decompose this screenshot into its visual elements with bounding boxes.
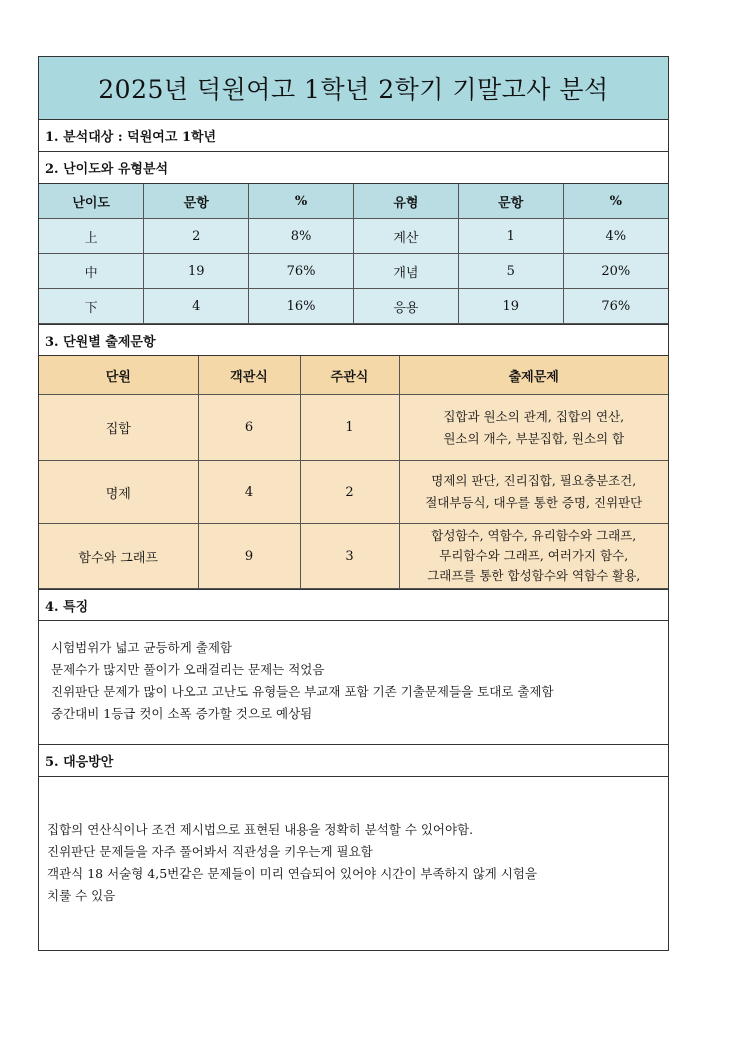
topics-cell — [399, 395, 668, 461]
col-header-unit: 단원 — [39, 356, 198, 395]
table-row — [39, 219, 668, 254]
features-box — [39, 621, 668, 745]
table-cell: 8% — [249, 219, 354, 254]
table-cell: 中 — [39, 254, 144, 289]
topics-cell — [399, 461, 668, 524]
topic-line: 절대부등식, 대우를 통한 증명, 진위판단 — [425, 495, 643, 510]
col-header-count: 문항 — [144, 184, 249, 219]
feature-line: 시험범위가 넓고 균등하게 출제함 — [51, 640, 232, 655]
sa-count-cell: 2 — [300, 461, 399, 524]
topic-line: 집합과 원소의 관계, 집합의 연산, — [443, 408, 625, 424]
table-cell: 응용 — [353, 289, 458, 324]
table-row — [39, 254, 668, 289]
table-cell: 76% — [249, 254, 354, 289]
table-header-row — [39, 184, 668, 219]
table-cell: 2 — [144, 219, 249, 254]
section-4-heading: 4. 특징 — [39, 589, 668, 621]
table-cell: 개념 — [353, 254, 458, 289]
table-cell: 4% — [563, 219, 668, 254]
table-cell: 1 — [458, 219, 563, 254]
response-plan-box — [39, 777, 668, 950]
col-header-type: 유형 — [353, 184, 458, 219]
difficulty-type-table — [39, 184, 668, 324]
table-row — [39, 524, 668, 589]
feature-line: 중간대비 1등급 컷이 소폭 증가할 것으로 예상됨 — [51, 706, 313, 721]
section-3-heading: 3. 단원별 출제문항 — [39, 324, 668, 356]
feature-line: 진위판단 문제가 많이 나오고 고난도 유형들은 부교재 포함 기존 기출문제들을 토대로 출제함 — [51, 684, 554, 699]
topics-cell — [399, 524, 668, 589]
table-cell: 5 — [458, 254, 563, 289]
table-cell: 계산 — [353, 219, 458, 254]
mc-count-cell: 9 — [198, 524, 300, 589]
table-row — [39, 395, 668, 461]
unit-cell: 집합 — [39, 395, 198, 461]
table-cell: 76% — [563, 289, 668, 324]
col-header-multiple-choice: 객관식 — [198, 356, 300, 395]
topic-line: 합성함수, 역함수, 유리함수와 그래프, — [431, 528, 637, 543]
sa-count-cell: 1 — [300, 395, 399, 461]
table-row — [39, 289, 668, 324]
col-header-percent: % — [249, 184, 354, 219]
plan-line: 진위판단 문제들을 자주 풀어봐서 직관성을 키우는게 필요함 — [47, 844, 373, 859]
table-cell: 16% — [249, 289, 354, 324]
mc-count-cell: 4 — [198, 461, 300, 524]
topic-line: 원소의 개수, 부분집합, 원소의 합 — [443, 430, 625, 446]
col-header-percent: % — [563, 184, 668, 219]
topic-line: 그래프를 통한 합성함수와 역함수 활용, — [427, 568, 641, 583]
mc-count-cell: 6 — [198, 395, 300, 461]
feature-line: 문제수가 많지만 풀이가 오래걸리는 문제는 적었음 — [51, 662, 325, 677]
plan-line: 집합의 연산식이나 조건 제시법으로 표현된 내용을 정확히 분석할 수 있어야함. — [47, 822, 474, 837]
col-header-count: 문항 — [458, 184, 563, 219]
unit-cell: 함수와 그래프 — [39, 524, 198, 589]
page-title: 2025년 덕원여고 1학년 2학기 기말고사 분석 — [39, 57, 668, 120]
col-header-topics: 출제문제 — [399, 356, 668, 395]
table-cell: 19 — [458, 289, 563, 324]
topic-line: 명제의 판단, 진리집합, 필요충분조건, — [431, 473, 637, 488]
table-header-row — [39, 356, 668, 395]
plan-line: 객관식 18 서술형 4,5번같은 문제들이 미리 연습되어 있어야 시간이 부족하지 않게 시험을 — [47, 866, 538, 881]
unit-cell: 명제 — [39, 461, 198, 524]
topic-line: 무리함수와 그래프, 여러가지 함수, — [439, 548, 629, 563]
col-header-short-answer: 주관식 — [300, 356, 399, 395]
analysis-document — [38, 56, 669, 951]
table-cell: 19 — [144, 254, 249, 289]
section-1-heading: 1. 분석대상 : 덕원여고 1학년 — [39, 120, 668, 152]
section-5-heading: 5. 대응방안 — [39, 745, 668, 777]
table-cell: 20% — [563, 254, 668, 289]
unit-questions-table — [39, 356, 668, 589]
table-cell: 上 — [39, 219, 144, 254]
section-2-heading: 2. 난이도와 유형분석 — [39, 152, 668, 184]
col-header-difficulty: 난이도 — [39, 184, 144, 219]
plan-line: 치룰 수 있음 — [47, 888, 116, 903]
table-cell: 4 — [144, 289, 249, 324]
table-row — [39, 461, 668, 524]
sa-count-cell: 3 — [300, 524, 399, 589]
table-cell: 下 — [39, 289, 144, 324]
